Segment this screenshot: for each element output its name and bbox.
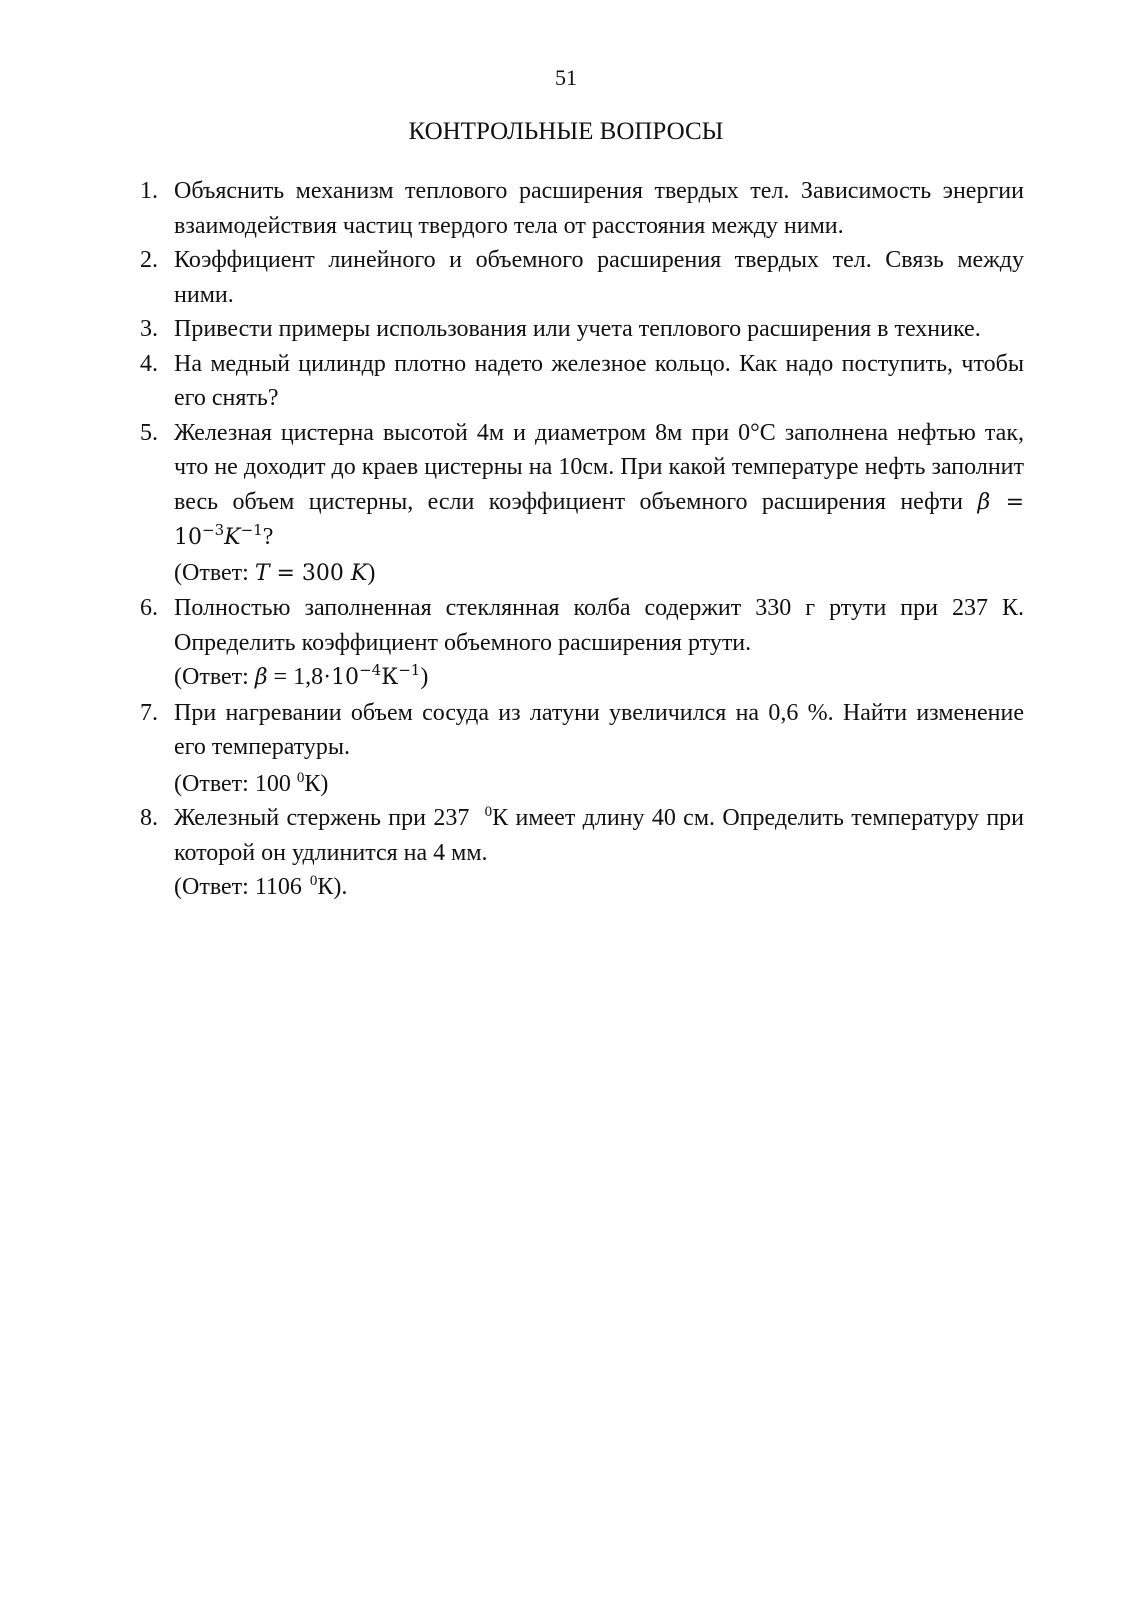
question-number: 6. (140, 595, 158, 621)
question-list (140, 174, 1024, 905)
answer-exponent: −4 (359, 661, 382, 679)
question-text: Коэффициент линейного и объемного расширения твердых тел. Связь между ними. (174, 247, 1024, 308)
answer-line (174, 767, 1024, 802)
answer-unit: К (381, 665, 399, 690)
question-item-5 (140, 416, 1024, 592)
page-title: КОНТРОЛЬНЫЕ ВОПРОСЫ (408, 118, 724, 145)
question-text-body: Железная цистерна высотой 4м и диаметром 8м при 0°С заполнена нефтью так, что не доходит до краев цистерны на 10см. При какой температуре нефть заполнит весь объем цистерны, если коэффициент объемного расширения нефти (174, 419, 1024, 515)
question-text: Привести примеры использования или учета теплового расширения в технике. (174, 316, 981, 342)
formula-symbol: β (977, 489, 991, 515)
answer-base: 10 (331, 665, 360, 690)
answer-suffix: ) (367, 559, 376, 586)
answer-suffix: ) (420, 664, 429, 690)
answer-prefix: (Ответ: 100 (174, 770, 297, 797)
answer-prefix: (Ответ: 1106 (174, 874, 302, 900)
answer-variable: T (254, 560, 270, 586)
question-text-start: Железный стержень при 237 (174, 805, 470, 831)
question-number: 5. (140, 419, 158, 446)
answer-power (331, 661, 421, 690)
question-number: 2. (140, 247, 158, 273)
formula-end: ? (262, 524, 274, 550)
question-superscript: 0 (484, 804, 493, 820)
formula-variable: K (224, 525, 241, 550)
answer-exponent: −1 (398, 661, 421, 679)
question-number: 1. (140, 178, 158, 204)
question-item-6 (140, 591, 1024, 696)
question-item-2 (140, 243, 1024, 312)
question-number: 8. (140, 805, 158, 831)
answer-formula (255, 561, 368, 586)
answer-superscript: 0 (309, 873, 318, 889)
question-item-3 (140, 312, 1024, 347)
question-item-8 (140, 801, 1024, 905)
answer-prefix: (Ответ: (174, 664, 255, 690)
answer-equals: = 300 (269, 560, 351, 586)
question-text: Объяснить механизм теплового расширения твердых тел. Зависимость энергии взаимодействия частиц твердого тела от расстояния между ними. (174, 178, 1024, 239)
answer-line (174, 870, 1024, 905)
question-number: 7. (140, 699, 158, 726)
formula-exponent: −1 (240, 521, 263, 539)
answer-suffix: К) (304, 770, 329, 797)
question-text (174, 416, 1024, 556)
formula-exponent: −3 (202, 521, 225, 539)
question-number: 3. (140, 316, 158, 342)
question-number: 4. (140, 350, 158, 377)
question-item-4 (140, 347, 1024, 416)
question-text: На медный цилиндр плотно надето железное кольцо. Как надо поступить, чтобы его снять? (174, 350, 1024, 411)
answer-superscript: 0 (296, 769, 305, 786)
page-number: 51 (555, 65, 577, 90)
answer-prefix: (Ответ: (174, 559, 255, 586)
question-text: При нагревании объем сосуда из латуни увеличился на 0,6 %. Найти изменение его температуры. (174, 699, 1024, 760)
answer-line (174, 556, 1024, 592)
answer-unit: K (350, 560, 368, 586)
answer-suffix: К). (317, 874, 348, 900)
answer-equals: = 1,8· (267, 664, 332, 690)
answer-line (174, 660, 1024, 696)
formula-equals: = 10 (174, 489, 1025, 550)
answer-symbol: β (254, 665, 268, 690)
question-text: Полностью заполненная стеклянная колба содержит 330 г ртути при 237 К. Определить коэффициент объемного расширения ртути. (174, 595, 1024, 656)
question-item-7 (140, 696, 1024, 802)
question-text (174, 801, 1024, 870)
question-text-end: К имеет длину 40 см. Определить температуру при которой он удлинится на 4 мм. (174, 805, 1025, 866)
question-item-1 (140, 174, 1024, 243)
